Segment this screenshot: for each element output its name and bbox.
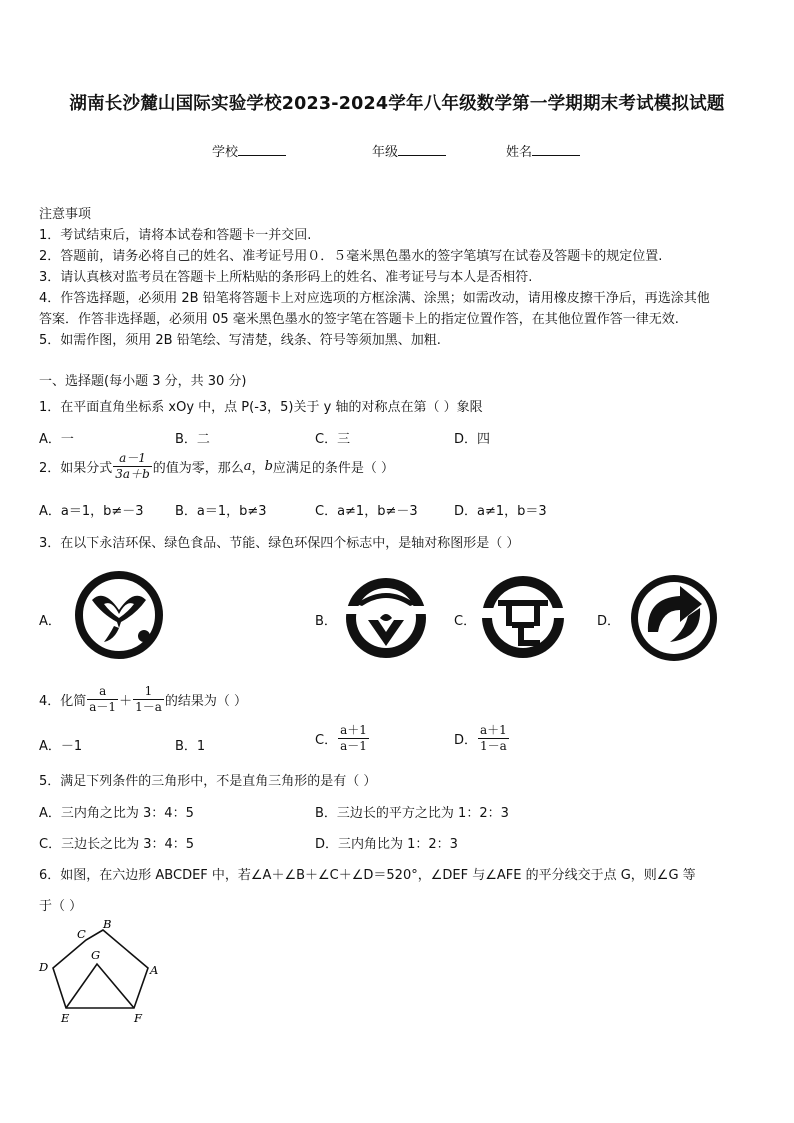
q4-frac1-numerator: a xyxy=(87,684,118,700)
bisector-lines xyxy=(66,964,134,1008)
q4-fraction-2 xyxy=(133,684,164,715)
grade-blank[interactable] xyxy=(398,144,446,156)
q5-option-b[interactable]: B．三边长的平方之比为 1：2：3 xyxy=(315,806,509,821)
school-blank[interactable] xyxy=(238,144,286,156)
point-label-a: A xyxy=(150,963,159,977)
q2-option-a[interactable]: A．a＝1，b≠－3 xyxy=(39,504,144,519)
point-label-e: E xyxy=(61,1011,70,1025)
q4-optc-numerator: a＋1 xyxy=(340,723,367,737)
q4-option-b[interactable]: B．1 xyxy=(175,739,206,754)
q2-suffix-2: 应满足的条件是（ ） xyxy=(272,461,395,476)
grade-field[interactable] xyxy=(372,141,446,160)
hexagon-figure xyxy=(34,916,164,1028)
notice-item: 1．考试结束后，请将本试卷和答题卡一并交回. xyxy=(39,228,312,243)
q1-option-b[interactable]: B．二 xyxy=(175,432,210,447)
q4-frac2-numerator: 1 xyxy=(133,684,164,700)
q4-option-a[interactable]: A．－1 xyxy=(39,739,83,754)
q2-prefix: 2．如果分式 xyxy=(39,461,113,476)
q5-option-c[interactable]: C．三边长之比为 3：4：5 xyxy=(39,837,195,852)
page-title: 湖南长沙麓山国际实验学校2023-2024学年八年级数学第一学期期末考试模拟试题 xyxy=(69,94,725,114)
q1-option-c[interactable]: C．三 xyxy=(315,432,351,447)
name-label: 姓名 xyxy=(506,145,533,160)
q2-option-c[interactable]: C．a≠1，b≠－3 xyxy=(315,504,418,519)
q4-frac2-denominator: 1－a xyxy=(135,700,162,714)
school-label: 学校 xyxy=(212,145,239,160)
q2-option-d[interactable]: D．a≠1，b＝3 xyxy=(454,504,547,519)
q4-optd-numerator: a＋1 xyxy=(480,723,507,737)
q2-var-b: b xyxy=(264,459,273,474)
q2-option-b[interactable]: B．a＝1，b≠3 xyxy=(175,504,267,519)
eco-clean-logo-icon xyxy=(74,570,164,660)
name-blank[interactable] xyxy=(532,144,580,156)
q4-option-d-label: D． xyxy=(454,733,478,748)
q1-option-a[interactable]: A．一 xyxy=(39,432,74,447)
q2-separator: ， xyxy=(251,461,265,476)
section-heading: 一、选择题(每小题 3 分，共 30 分) xyxy=(39,374,247,389)
notice-item: 2．答题前，请务必将自己的姓名、准考证号用０．５毫米黑色墨水的签字笔填写在试卷及答题卡的规定位置. xyxy=(39,249,663,264)
q4-plus: ＋ xyxy=(119,694,133,709)
q4-suffix: 的结果为（ ） xyxy=(164,694,248,709)
q5-option-d[interactable]: D．三内角比为 1：2：3 xyxy=(315,837,458,852)
q2-fraction xyxy=(113,451,151,482)
q4-optc-denominator: a－1 xyxy=(340,739,367,753)
q1-stem: 1．在平面直角坐标系 xOy 中，点 P(-3，5)关于 y 轴的对称点在第（ ）象限 xyxy=(39,400,483,415)
green-recycle-logo-icon xyxy=(628,572,720,664)
school-field[interactable] xyxy=(212,141,286,160)
grade-label: 年级 xyxy=(372,145,399,160)
q3-option-a-label[interactable]: A． xyxy=(39,614,61,629)
point-label-c: C xyxy=(77,927,86,941)
q6-stem-line-2: 于（ ） xyxy=(39,899,83,914)
q4-prefix: 4．化简 xyxy=(39,694,87,709)
notice-item: 3．请认真核对监考员在答题卡上所粘贴的条形码上的姓名、准考证号与本人是否相符. xyxy=(39,270,533,285)
q1-option-d[interactable]: D．四 xyxy=(454,432,491,447)
point-label-b: B xyxy=(103,917,112,931)
q4-option-c-label: C． xyxy=(315,733,338,748)
point-label-d: D xyxy=(39,960,49,974)
q2-frac-denominator: 3a＋b xyxy=(115,467,150,481)
point-label-g: G xyxy=(91,948,101,962)
q4-option-c[interactable] xyxy=(315,723,370,754)
q2-stem xyxy=(39,451,394,482)
q6-stem-line-1: 6．如图，在六边形 ABCDEF 中，若∠A＋∠B＋∠C＋∠D＝520°，∠DEF 与∠AFE 的平分线交于点 G，则∠G 等 xyxy=(39,868,696,883)
notice-heading: 注意事项 xyxy=(39,207,92,222)
notice-item: 答案．作答非选择题，必须用 05 毫米黑色墨水的签字笔在答题卡上的指定位置作答，在其他位置作答一律无效. xyxy=(39,312,679,327)
q4-option-d[interactable] xyxy=(454,723,510,754)
q2-frac-numerator: a－1 xyxy=(113,451,151,467)
q4-fraction-1 xyxy=(87,684,118,715)
q3-option-b-label[interactable]: B． xyxy=(315,614,337,629)
green-food-logo-icon xyxy=(342,574,430,662)
q5-option-a[interactable]: A．三内角之比为 3：4：5 xyxy=(39,806,194,821)
notice-item: 4．作答选择题，必须用 2B 铅笔将答题卡上对应选项的方框涂满、涂黑；如需改动，请用橡皮擦干净后，再选涂其他 xyxy=(39,291,710,306)
q5-stem: 5．满足下列条件的三角形中，不是直角三角形的是有（ ） xyxy=(39,774,377,789)
notice-item: 5．如需作图，须用 2B 铅笔绘、写清楚，线条、符号等须加黑、加粗. xyxy=(39,333,441,348)
q4-stem xyxy=(39,684,247,715)
q4-option-c-fraction xyxy=(338,723,369,754)
q4-optd-denominator: 1－a xyxy=(480,739,507,753)
q2-var-a: a xyxy=(243,459,252,474)
name-field[interactable] xyxy=(506,141,580,160)
q4-option-d-fraction xyxy=(478,723,509,754)
q3-option-d-label[interactable]: D． xyxy=(597,614,621,629)
q3-stem: 3．在以下永洁环保、绿色食品、节能、绿色环保四个标志中，是轴对称图形是（ ） xyxy=(39,536,520,551)
q2-suffix-1: 的值为零，那么 xyxy=(152,461,244,476)
q4-frac1-denominator: a－1 xyxy=(89,700,117,714)
q3-option-c-label[interactable]: C． xyxy=(454,614,477,629)
point-label-f: F xyxy=(134,1011,142,1025)
energy-saving-logo-icon xyxy=(478,572,568,662)
